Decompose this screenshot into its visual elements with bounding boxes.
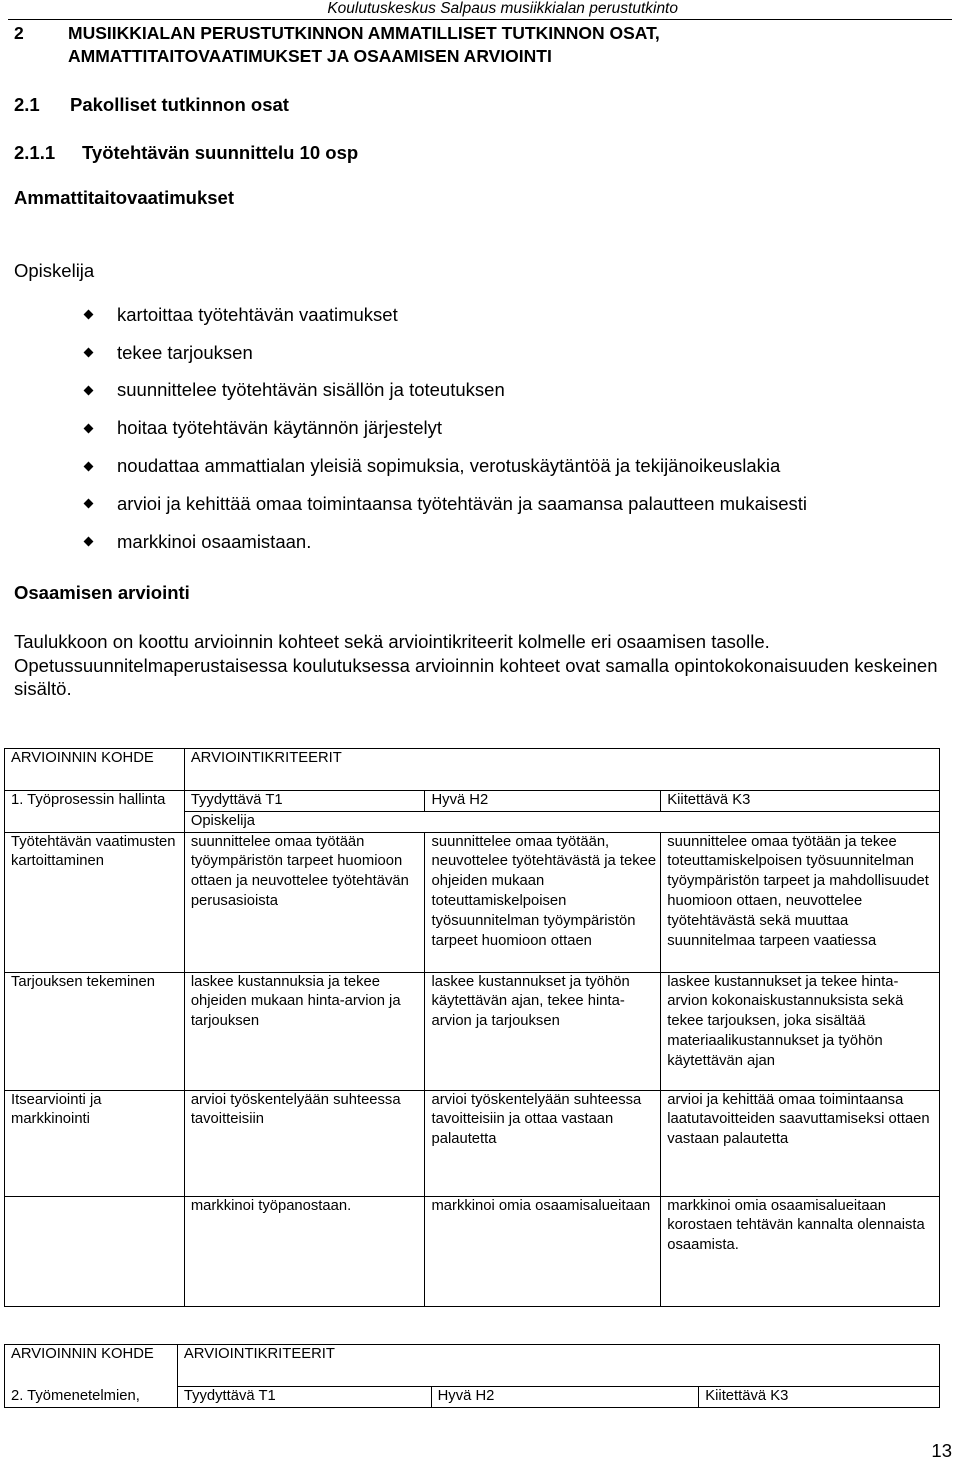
table-levels-row bbox=[5, 1387, 940, 1408]
h2-cell bbox=[425, 1090, 661, 1196]
section-title bbox=[14, 22, 944, 68]
level-h2-cell bbox=[431, 1387, 699, 1408]
subsubsection-title bbox=[14, 142, 614, 166]
area-label: 1. Työprosessin hallinta bbox=[11, 792, 166, 808]
h2-cell bbox=[425, 832, 661, 972]
area-label: 2. Työmenetelmien, bbox=[11, 1387, 140, 1404]
t1-cell bbox=[184, 972, 425, 1090]
assessment-heading: Osaamisen arviointi bbox=[14, 582, 190, 603]
t1-cell bbox=[184, 1090, 425, 1196]
header-criteria-cell bbox=[177, 1345, 939, 1387]
subsubsection-label: Työtehtävän suunnittelu 10 osp bbox=[82, 142, 359, 163]
header-target-cell bbox=[5, 749, 185, 791]
target-cell bbox=[5, 832, 185, 972]
assessment-paragraph-2: Opetussuunnitelmaperustaisessa koulutuksessa arvioinnin kohteet ovat samalla opintokokonaisuuden keskeinen sisältö. bbox=[14, 654, 938, 699]
k3-text: suunnittelee omaa työtään ja tekee toteuttamiskelpoisen työsuunnitelman työympäristön tarpeet ja mahdollisuudet huomioon ottaen, neuvottelee työtehtävästä sekä muuttaa suunnitelmaa tarpeen vaatiessa bbox=[667, 833, 929, 949]
level-h2: Hyvä H2 bbox=[431, 792, 489, 808]
assessment-description bbox=[14, 630, 944, 701]
header-criteria: ARVIOINTIKRITEERIT bbox=[183, 1346, 335, 1362]
list-item-text: kartoittaa työtehtävän vaatimukset bbox=[117, 303, 398, 325]
h2-cell bbox=[425, 1196, 661, 1306]
level-k3: Kiitettävä K3 bbox=[705, 1388, 789, 1404]
requirements-heading: Ammattitaitovaatimukset bbox=[14, 187, 235, 208]
list-item-text: noudattaa ammattialan yleisiä sopimuksia, verotuskäytäntöä ja tekijänoikeuslakia bbox=[117, 455, 781, 477]
target-cell bbox=[5, 1090, 185, 1196]
table-levels-row bbox=[5, 791, 940, 812]
k3-text: markkinoi omia osaamisalueitaan korostaen tehtävän kannalta olennaista osaamista. bbox=[667, 1197, 925, 1254]
t1-text: arvioi työskentelyään suhteessa tavoitteisiin bbox=[190, 1091, 401, 1128]
level-t1-cell bbox=[184, 791, 425, 812]
k3-cell bbox=[661, 972, 940, 1090]
h2-text: laskee kustannukset ja työhön käytettävän ajan, tekee hinta-arvion ja tarjouksen bbox=[431, 973, 630, 1030]
list-item bbox=[83, 409, 807, 447]
list-item-text: arvioi ja kehittää omaa toimintaansa työtehtävän ja saamansa palautteen mukaisesti bbox=[117, 492, 808, 514]
section-number: 2 bbox=[14, 23, 24, 43]
t1-cell bbox=[184, 1196, 425, 1306]
area-cell bbox=[5, 1387, 178, 1408]
diamond-bullet-icon bbox=[83, 536, 94, 547]
header-target-cell bbox=[5, 1345, 178, 1387]
assessment-paragraph-1: Taulukkoon on koottu arvioinnin kohteet sekä arviointikriteerit kolmelle eri osaamisen tasolle. bbox=[14, 631, 770, 652]
diamond-bullet-icon bbox=[83, 347, 94, 358]
list-item bbox=[83, 372, 807, 410]
level-k3-cell bbox=[699, 1387, 940, 1408]
t1-text: markkinoi työpanostaan. bbox=[190, 1197, 352, 1214]
k3-text: arvioi ja kehittää omaa toimintaansa laatutavoitteiden saavuttamiseksi ottaen vastaan palautetta bbox=[667, 1091, 930, 1148]
table-row bbox=[5, 1196, 940, 1306]
page-number: 13 bbox=[931, 1440, 952, 1461]
h2-text: suunnittelee omaa työtään, neuvottelee työtehtävästä ja tekee ohjeiden mukaan toteuttamiskelpoisen työsuunnitelman työympäristön tarpeet huomioon ottaen bbox=[431, 833, 657, 949]
diamond-bullet-icon bbox=[83, 498, 94, 509]
k3-cell bbox=[661, 1090, 940, 1196]
level-h2: Hyvä H2 bbox=[437, 1388, 495, 1404]
list-item bbox=[83, 485, 807, 523]
student-label-cell bbox=[184, 811, 939, 832]
table-row bbox=[5, 972, 940, 1090]
level-t1-cell bbox=[177, 1387, 431, 1408]
list-item-text: markkinoi osaamistaan. bbox=[117, 530, 312, 552]
t1-text: suunnittelee omaa työtään työympäristön tarpeet huomioon ottaen ja neuvottelee työtehtävän perusasioista bbox=[190, 833, 409, 909]
criteria-table-1 bbox=[4, 748, 940, 1307]
level-h2-cell bbox=[425, 791, 661, 812]
level-k3: Kiitettävä K3 bbox=[667, 792, 751, 808]
target-text: Työtehtävän vaatimusten kartoittaminen bbox=[11, 833, 176, 870]
table-row bbox=[5, 1090, 940, 1196]
k3-cell bbox=[661, 1196, 940, 1306]
student-label: Opiskelija bbox=[14, 260, 95, 281]
subsection-title bbox=[14, 94, 614, 118]
table-header-row bbox=[5, 1345, 940, 1387]
k3-text: laskee kustannukset ja tekee hinta-arvion kokonaiskustannuksista sekä tekee tarjouksen, joka sisältää materiaalikustannukset ja työhön käytettävän ajan bbox=[667, 973, 904, 1069]
subsubsection-number: 2.1.1 bbox=[14, 142, 56, 163]
h2-text: arvioi työskentelyään suhteessa tavoitteisiin ja ottaa vastaan palautetta bbox=[431, 1091, 642, 1148]
list-item bbox=[83, 334, 807, 372]
list-item bbox=[83, 447, 807, 485]
level-t1: Tyydyttävä T1 bbox=[183, 1388, 276, 1404]
list-item bbox=[83, 296, 807, 334]
t1-cell bbox=[184, 832, 425, 972]
table-student-label: Opiskelija bbox=[190, 812, 255, 829]
section-title-line1: MUSIIKKIALAN PERUSTUTKINNON AMMATILLISET TUTKINNON OSAT, bbox=[68, 23, 660, 43]
header-target: ARVIOINNIN KOHDE bbox=[11, 750, 154, 766]
target-text: Itsearviointi ja markkinointi bbox=[11, 1091, 102, 1128]
t1-text: laskee kustannuksia ja tekee ohjeiden mukaan hinta-arvion ja tarjouksen bbox=[190, 973, 401, 1030]
subsection-number: 2.1 bbox=[14, 94, 40, 115]
k3-cell bbox=[661, 832, 940, 972]
running-header: Koulutuskeskus Salpaus musiikkialan perustutkinto bbox=[327, 0, 678, 17]
diamond-bullet-icon bbox=[83, 385, 94, 396]
header-criteria: ARVIOINTIKRITEERIT bbox=[190, 750, 342, 766]
diamond-bullet-icon bbox=[83, 423, 94, 434]
section-title-line2: AMMATTITAITOVAATIMUKSET JA OSAAMISEN ARVIOINTI bbox=[68, 46, 552, 66]
level-k3-cell bbox=[661, 791, 940, 812]
target-text: Tarjouksen tekeminen bbox=[11, 973, 155, 990]
requirements-list bbox=[83, 296, 807, 561]
target-cell bbox=[5, 972, 185, 1090]
diamond-bullet-icon bbox=[83, 461, 94, 472]
list-item bbox=[83, 523, 807, 561]
table-header-row bbox=[5, 749, 940, 791]
list-item-text: tekee tarjouksen bbox=[117, 341, 253, 363]
header-rule bbox=[8, 19, 952, 20]
h2-cell bbox=[425, 972, 661, 1090]
list-item-text: hoitaa työtehtävän käytännön järjestelyt bbox=[117, 417, 442, 439]
criteria-table-2 bbox=[4, 1344, 940, 1408]
list-item-text: suunnittelee työtehtävän sisällön ja toteutuksen bbox=[117, 379, 505, 401]
header-target: ARVIOINNIN KOHDE bbox=[11, 1346, 154, 1362]
area-cell bbox=[5, 791, 185, 833]
target-cell bbox=[5, 1196, 185, 1306]
level-t1: Tyydyttävä T1 bbox=[190, 792, 283, 808]
header-criteria-cell bbox=[184, 749, 939, 791]
h2-text: markkinoi omia osaamisalueitaan bbox=[431, 1197, 651, 1214]
table-row bbox=[5, 832, 940, 972]
subsection-label: Pakolliset tutkinnon osat bbox=[70, 94, 289, 115]
diamond-bullet-icon bbox=[83, 309, 94, 320]
